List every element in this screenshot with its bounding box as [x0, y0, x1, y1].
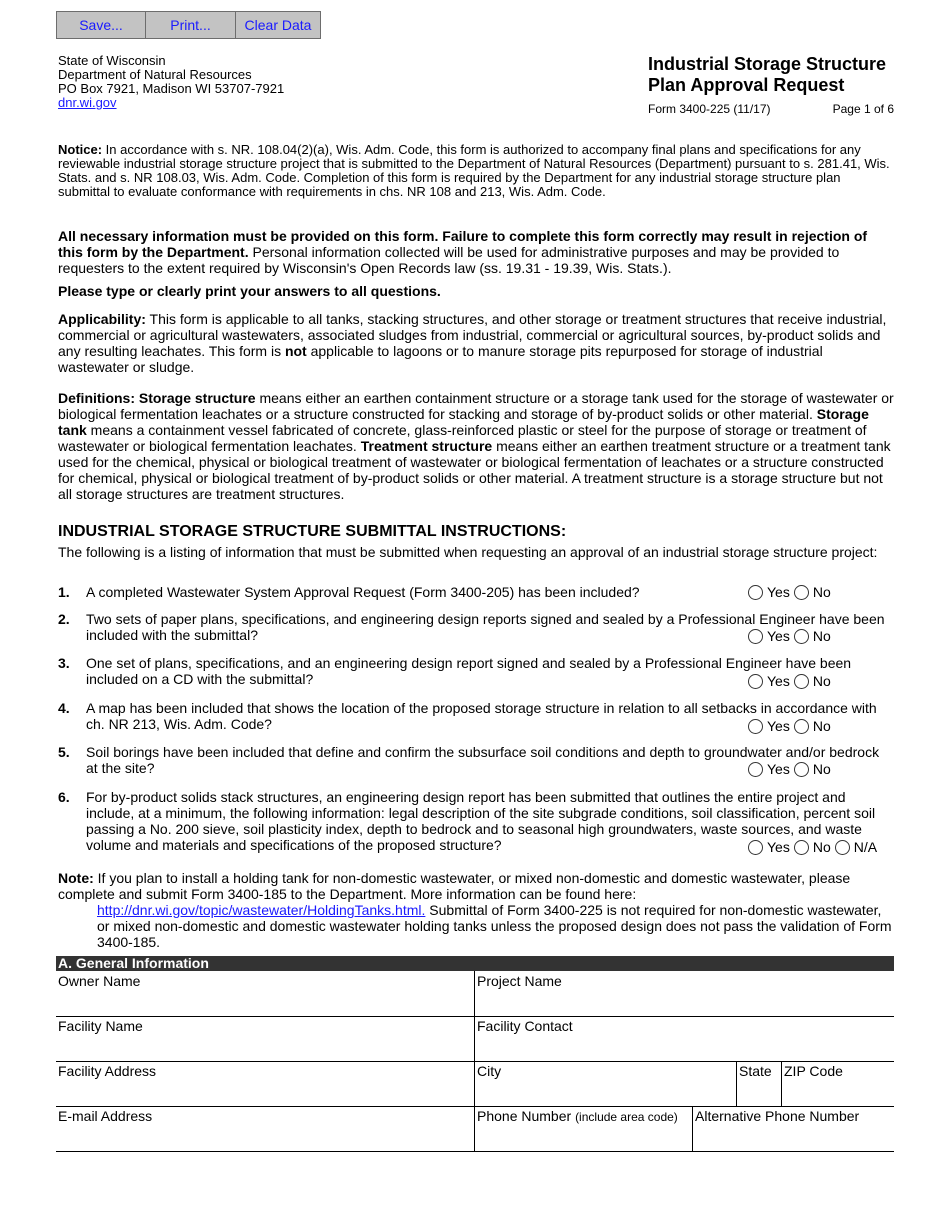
required-info-paragraph	[58, 228, 894, 276]
yes-radio[interactable]	[748, 762, 763, 777]
yes-radio[interactable]	[748, 629, 763, 644]
note-label: Note:	[58, 870, 94, 886]
question-text: One set of plans, specifications, and an engineering design report signed and sealed by a Professional Engineer have been included on a CD with the submittal?	[86, 655, 852, 687]
definition-term-treatment-structure: Treatment structure	[360, 438, 493, 454]
no-label: No	[812, 628, 831, 644]
section-a-heading: A. General Information	[56, 956, 894, 971]
yes-radio[interactable]	[748, 840, 763, 855]
table-bottom-border	[56, 1151, 894, 1152]
question-number: 3.	[58, 655, 70, 671]
definition-storage-tank: means a containment vessel fabricated of concrete, glass-reinforced plastic or steel for the purpose of storage or treatment of wastewater or biological fermentation leachates.	[58, 422, 867, 454]
question-number: 2.	[58, 611, 70, 627]
facility-name-label: Facility Name	[58, 1018, 143, 1034]
form-meta	[648, 101, 894, 117]
note-text-2: Submittal of Form 3400-225 is not required for non-domestic wastewater, or mixed non-domestic and domestic wastewater holding tanks unless the proposed design does not pass the validation of Form 3400-185.	[97, 902, 892, 950]
question-2-options	[748, 628, 833, 644]
notice-paragraph	[58, 143, 894, 199]
question-text: A completed Wastewater System Approval Request (Form 3400-205) has been included?	[86, 584, 640, 600]
no-radio[interactable]	[794, 840, 809, 855]
type-print-instruction: Please type or clearly print your answers to all questions.	[58, 283, 441, 299]
no-label: No	[812, 584, 831, 600]
na-radio[interactable]	[835, 840, 850, 855]
agency-department: Department of Natural Resources	[58, 67, 252, 82]
question-1-options	[748, 584, 833, 600]
form-title	[648, 54, 886, 96]
clear-data-button[interactable]: Clear Data	[236, 12, 320, 38]
yes-radio[interactable]	[748, 719, 763, 734]
zip-code-field[interactable]	[783, 1081, 892, 1103]
no-radio[interactable]	[794, 629, 809, 644]
yes-label: Yes	[767, 628, 790, 644]
state-field[interactable]	[738, 1081, 779, 1103]
owner-name-field[interactable]	[56, 991, 472, 1013]
agency-state: State of Wisconsin	[58, 53, 166, 68]
yes-label: Yes	[767, 761, 790, 777]
yes-label: Yes	[767, 673, 790, 689]
phone-label-text: Phone Number	[477, 1108, 572, 1124]
state-label: State	[739, 1063, 772, 1079]
question-text: For by-product solids stack structures, an engineering design report has been submitted that outlines the entire project and include, at a minimum, the following information: legal description of the site subgrade conditions, soil classification, percent soil passing a No. 200 sieve, soil plasticity index, depth to bedrock and to seasonal high groundwaters, waste sources, and waste volume and materials and specifications of the proposed structure?	[86, 789, 876, 853]
facility-contact-field[interactable]	[476, 1036, 892, 1058]
yes-radio[interactable]	[748, 674, 763, 689]
agency-address	[58, 54, 284, 110]
alt-phone-field[interactable]	[694, 1126, 892, 1148]
instructions-intro: The following is a listing of information that must be submitted when requesting an approval of an industrial storage structure project:	[58, 544, 878, 560]
question-5-options	[748, 761, 833, 777]
yes-radio[interactable]	[748, 585, 763, 600]
save-button[interactable]: Save...	[57, 12, 146, 38]
required-info-bold: All necessary information must be provided on this form. Failure to complete this form correctly may result in rejection of this form by the Department.	[58, 228, 868, 260]
facility-address-field[interactable]	[56, 1081, 472, 1103]
email-field[interactable]	[56, 1126, 472, 1148]
notice-label: Notice:	[58, 142, 103, 157]
print-button[interactable]: Print...	[146, 12, 236, 38]
no-radio[interactable]	[794, 762, 809, 777]
holding-tank-note	[58, 870, 894, 902]
email-label: E-mail Address	[58, 1108, 153, 1124]
city-field[interactable]	[476, 1081, 734, 1103]
form-title-line1: Industrial Storage Structure	[648, 54, 887, 74]
phone-label	[475, 1106, 680, 1127]
phone-field[interactable]	[476, 1126, 690, 1148]
page-number: Page 1 of 6	[832, 102, 894, 116]
no-label: No	[812, 839, 831, 855]
form-toolbar	[56, 11, 321, 39]
holding-tanks-link[interactable]: http://dnr.wi.gov/topic/wastewater/HoldingTanks.html.	[97, 902, 426, 918]
form-number: Form 3400-225 (11/17)	[648, 102, 771, 116]
definitions-paragraph	[58, 390, 894, 502]
phone-note: (include area code)	[575, 1110, 678, 1124]
na-label: N/A	[853, 839, 878, 855]
note-text: If you plan to install a holding tank for non-domestic wastewater, or mixed non-domestic and domestic wastewater, please complete and submit Form 3400-185 to the Department. More information can be found here:	[58, 870, 851, 902]
question-text: Soil borings have been included that define and confirm the subsurface soil conditions and depth to groundwater and/or bedrock at the site?	[86, 744, 880, 776]
owner-name-label: Owner Name	[58, 973, 141, 989]
question-text: Two sets of paper plans, specifications, and engineering design reports signed and sealed by a Professional Engineer have been included with the submittal?	[86, 611, 885, 643]
question-number: 5.	[58, 744, 70, 760]
notice-text: In accordance with s. NR. 108.04(2)(a), Wis. Adm. Code, this form is authorized to accompany final plans and specifications for any reviewable industrial storage structure project that is submitted to the Department of Natural Resources (Department) pursuant to s. 281.41, Wis. Stats. and s. NR 108.03, Wis. Adm. Code. Completion of this form is required by the Department for any industrial storage structure plan submittal to evaluate conformance with requirements in chs. NR 108 and 213, Wis. Adm. Code.	[58, 142, 890, 199]
yes-label: Yes	[767, 839, 790, 855]
facility-name-field[interactable]	[56, 1036, 472, 1058]
facility-address-label: Facility Address	[58, 1063, 157, 1079]
question-number: 4.	[58, 700, 70, 716]
project-name-label: Project Name	[477, 973, 562, 989]
definition-storage-structure: means either an earthen containment structure or a storage tank used for the storage of wastewater or biological fermentation leachates or a structure constructed for stacking and storage of by-product solids or other material.	[58, 390, 894, 422]
applicability-label: Applicability:	[58, 311, 146, 327]
city-label: City	[477, 1063, 502, 1079]
question-number: 1.	[58, 584, 70, 600]
applicability-text-2: applicable to lagoons or to manure storage pits repurposed for storage of industrial wastewater or sludge.	[58, 343, 823, 375]
agency-po-box: PO Box 7921, Madison WI 53707-7921	[58, 81, 285, 96]
definitions-label: Definitions: Storage structure	[58, 390, 256, 406]
alt-phone-label: Alternative Phone Number	[695, 1108, 860, 1124]
yes-label: Yes	[767, 584, 790, 600]
definition-treatment-structure: means either an earthen treatment structure or a treatment tank used for the chemical, physical or biological treatment of wastewater or biological fermentation of leachates or a structure constructed for chemical, physical or biological treatment of by-product solids or other material. A treatment structure is a storage structure but not all storage structures are treatment structures.	[58, 438, 891, 502]
holding-tank-note-cont	[97, 902, 893, 950]
agency-website-link[interactable]: dnr.wi.gov	[58, 95, 117, 110]
question-6-options	[748, 839, 879, 855]
yes-label: Yes	[767, 718, 790, 734]
no-radio[interactable]	[794, 674, 809, 689]
no-radio[interactable]	[794, 719, 809, 734]
applicability-text: This form is applicable to all tanks, stacking structures, and other storage or treatment structures that receive industrial, commercial or agricultural wastewaters, associated sludges from industrial, commercial or agricultural sources, by-product solids and any resulting leachates. This form is	[58, 311, 887, 359]
definition-term-storage-tank: Storage tank	[58, 406, 869, 438]
applicability-not: not	[284, 343, 307, 359]
no-label: No	[812, 761, 831, 777]
zip-code-label: ZIP Code	[784, 1063, 843, 1079]
no-label: No	[812, 718, 831, 734]
question-3-options	[748, 673, 833, 689]
applicability-paragraph	[58, 311, 894, 375]
question-4-options	[748, 718, 833, 734]
question-text: A map has been included that shows the location of the proposed storage structure in relation to all setbacks in accordance with ch. NR 213, Wis. Adm. Code?	[86, 700, 877, 732]
required-info-text: Personal information collected will be used for administrative purposes and may be provided to requesters to the extent required by Wisconsin's Open Records law (ss. 19.31 - 19.39, Wis. Stats.).	[58, 244, 840, 276]
no-label: No	[812, 673, 831, 689]
question-number: 6.	[58, 789, 70, 805]
no-radio[interactable]	[794, 585, 809, 600]
instructions-heading: INDUSTRIAL STORAGE STRUCTURE SUBMITTAL INSTRUCTIONS:	[58, 523, 567, 540]
project-name-field[interactable]	[476, 991, 892, 1013]
facility-contact-label: Facility Contact	[477, 1018, 573, 1034]
form-title-line2: Plan Approval Request	[648, 75, 845, 95]
